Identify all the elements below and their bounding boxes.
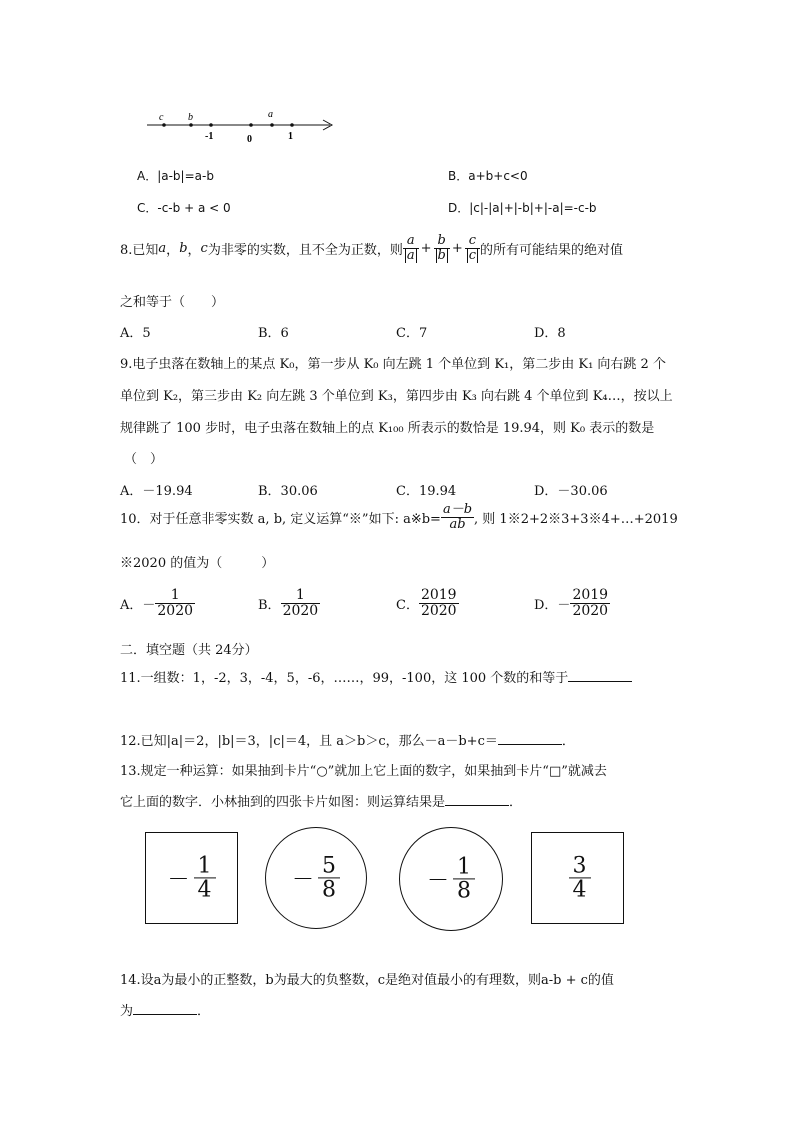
q7-option-d[interactable]: D．|c|-|a|+|-b|+|-a|=-c-b [448,201,597,215]
q9-option-a[interactable]: A．－19.94 [120,484,193,499]
q10-option-c-num: 2019 [420,587,457,603]
label-a: a [268,109,273,120]
point-c [162,123,166,127]
card-3-value [400,855,502,902]
card-4-num: 3 [569,854,591,878]
q8-sep1: ， [166,242,180,258]
q8-option-b[interactable]: B．6 [258,326,289,341]
q11-text: 11.一组数：1，-2，3，-4，5，-6，……，99，-100，这 100 个数的和等于 [120,671,569,686]
q10-option-a-den: 2020 [157,602,194,619]
label-b: b [188,112,193,123]
q8-frac-a-den: a [406,247,415,263]
q10-suffix: , 则 1※2+2※3+3※4+…+2019 [474,511,678,527]
q10-fraction [441,503,474,531]
q8-stem [120,234,623,262]
card-3-den: 8 [457,878,471,904]
q10-line2: ※2020 的值为（ ） [120,556,275,571]
q10-stem [120,503,678,531]
card-1-sign: － [167,867,190,893]
card-4-value [532,854,623,901]
q12-answer-blank[interactable] [498,732,562,745]
q10-option-b[interactable] [258,588,320,618]
q14-answer-blank[interactable] [133,1002,197,1015]
card-2-sign: － [291,867,314,893]
q8-var-a: a [158,240,167,256]
q10-option-d-label: D．－ [534,597,571,613]
q10-option-c-frac [419,588,459,618]
q7-option-b[interactable]: B．a+b+c<0 [448,169,528,183]
point-neg1 [209,123,213,127]
card-1-value [146,854,237,901]
card-2-num: 5 [318,854,340,878]
q8-option-a[interactable]: A．5 [120,326,151,341]
card-circle-2 [265,827,367,929]
q14-end: ． [197,1004,211,1019]
card-1-frac [194,854,216,901]
q13-line2-row [120,791,522,810]
q10-option-d[interactable] [534,588,610,618]
label-zero: 0 [247,134,252,145]
q12-text: 12.已知|a|＝2，|b|＝3，|c|＝4，且 a＞b＞c，那么－a－b+c＝ [120,734,498,749]
point-b [189,123,193,127]
q12-row [120,730,575,749]
q14-line2: 为 [120,1004,134,1019]
q10-prefix: 10．对于任意非零实数 a, b, 定义运算“※”如下: a※b= [120,511,441,527]
card-4-frac [569,854,591,901]
q9-line3: 规律跳了 100 步时，电子虫落在数轴上的点 K₁₀₀ 所表示的数恰是 19.94，则 K₀ 表示的数是 [120,421,655,436]
q14-line1: 14.设a为最小的正整数，b为最大的负整数，c是绝对值最小的有理数，则a-b + c的值 [120,973,614,988]
q10-option-d-den: 2020 [572,602,609,619]
card-1-num: 1 [194,854,216,878]
q8-frac-b-num: b [434,234,450,249]
point-zero [249,123,253,127]
q7-option-c[interactable]: C．-c-b + a < 0 [137,201,231,215]
q8-frac-c-num: c [465,234,480,249]
card-square-4 [531,832,624,924]
q8-frac-a-num: a [403,234,419,249]
q10-option-a[interactable] [120,588,195,618]
card-2-frac [318,854,340,901]
point-a [270,123,274,127]
q9-line1: 9.电子虫落在数轴上的某点 K₀，第一步从 K₀ 向左跳 1 个单位到 K₁，第二步由 K₁ 向右跳 2 个 [120,357,666,372]
q8-sep2: ， [187,242,201,258]
q10-option-c-label: C． [396,597,419,613]
q10-option-a-num: 1 [155,588,195,604]
q8-option-c[interactable]: C．7 [396,326,428,341]
number-line-diagram [145,105,345,147]
card-2-value [266,854,366,901]
q10-frac-num: a－b [442,502,473,517]
q9-option-c[interactable]: C．19.94 [396,484,457,499]
label-c: c [159,112,164,123]
q8-mid: 为非零的实数，且不全为正数，则 [207,242,403,258]
card-3-frac [453,855,475,902]
q7-option-a[interactable]: A．|a-b|=a-b [137,169,214,183]
card-2-den: 8 [322,877,336,903]
card-circle-3 [399,827,503,931]
q13-answer-blank[interactable] [445,793,509,806]
q9-line2: 单位到 K₂，第三步由 K₂ 向左跳 3 个单位到 K₃，第四步由 K₃ 向右跳 4 个单位到 K₄…，按以上 [120,389,673,404]
q8-frac-b [434,234,450,262]
q10-option-a-label: A．－ [120,597,156,613]
q13-end: ． [509,795,523,810]
card-3-sign: － [426,868,449,894]
q10-option-c-den: 2020 [420,602,457,619]
q13-line1: 13.规定一种运算：如果抽到卡片“○”就加上它上面的数字，如果抽到卡片“□”就减去 [120,764,607,779]
q8-frac-c [465,234,480,262]
q10-option-d-frac [570,588,610,618]
q11-row [120,667,632,686]
q8-prefix: 8.已知 [120,242,159,258]
q9-option-d[interactable]: D．－30.06 [534,484,608,499]
q8-frac-a [403,234,419,262]
label-one: 1 [288,131,293,142]
q8-frac-b-den: b [437,247,446,263]
q10-option-b-label: B． [258,597,281,613]
q9-line4: （ ） [124,452,164,467]
q10-option-b-frac [281,588,321,618]
q11-answer-blank[interactable] [568,669,632,682]
q8-var-c: c [200,240,208,256]
section-heading: 二．填空题（共 24分） [120,643,258,658]
q9-option-b[interactable]: B．30.06 [258,484,318,499]
q8-line2: 之和等于（ ） [120,295,225,310]
q10-frac-den: ab [449,516,466,532]
q10-option-b-num: 1 [281,588,321,604]
q8-var-b: b [179,240,188,256]
q8-suffix: 的所有可能结果的绝对值 [480,242,624,258]
q14-line2-row [120,1000,210,1019]
q8-plus1: + [420,240,432,256]
card-3-num: 1 [453,855,475,879]
q8-option-d[interactable]: D．8 [534,326,566,341]
q10-option-c[interactable] [396,588,459,618]
label-neg1: -1 [205,131,214,142]
card-1-den: 4 [197,877,212,903]
q10-option-b-den: 2020 [282,602,319,619]
q13-line2: 它上面的数字．小林抽到的四张卡片如图：则运算结果是 [120,795,446,810]
q10-option-a-frac [155,588,195,618]
card-square-1 [145,832,238,924]
q10-option-d-num: 2019 [572,587,609,603]
q8-plus2: + [451,240,463,256]
q8-frac-c-den: c [468,247,477,263]
q12-end: ． [561,734,575,749]
card-4-den: 4 [572,877,587,903]
point-one [290,123,294,127]
